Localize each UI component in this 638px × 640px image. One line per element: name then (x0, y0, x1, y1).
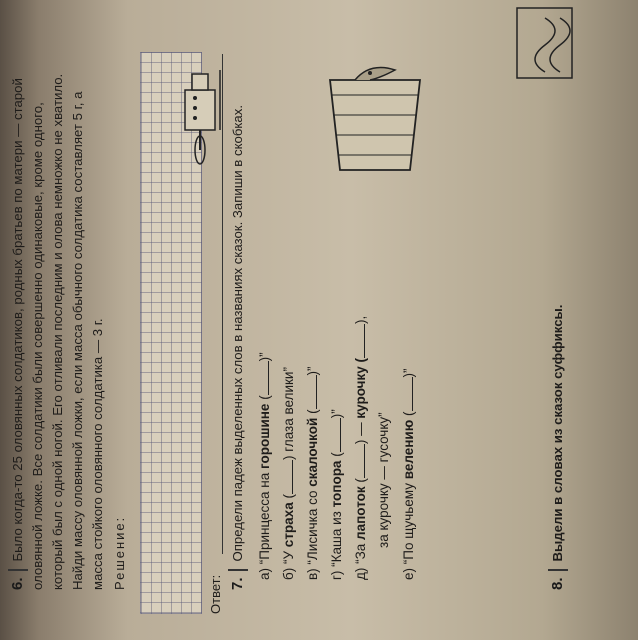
exercise-7-number: 7. (228, 569, 248, 590)
exercise-6-text: Было когда-то 25 оловянных солдатиков, родных братьев по матери — старой оловянной ложке. Все солдатики были совершенно одинаковые, кроме одного, который был с одной ногой. Его отливали последним и олова немножко не хватило. Найди массу оловянной ложки, если масса обычного солдатика составляет 5 г, а масса стойкого оловянного солдатика — 3 г. (10, 73, 105, 590)
option-e: е) “По щучьему велению ()” (401, 368, 416, 580)
case-blank-d1[interactable] (352, 444, 365, 478)
case-blank-a[interactable] (256, 361, 269, 395)
exercise-8-task: Выдели в словах из сказок суффиксы. (550, 304, 565, 562)
solution-label: Решение: (112, 515, 127, 590)
bucket-with-pike-icon (300, 50, 440, 190)
option-d: д) “За лапоток () — курочку (), (353, 315, 368, 580)
exercise-7-task: Определи падеж выделенных слов в названиях сказок. Запиши в скобках. (230, 104, 245, 562)
exercise-8-number: 8. (548, 569, 568, 590)
option-v: в) “Лисичка со скалочкой ()” (305, 366, 320, 580)
exercise-6-number: 6. (8, 569, 28, 590)
case-blank-v[interactable] (304, 375, 317, 409)
exercise-8 (548, 30, 568, 590)
option-d-continued: за курочку — гусочку” (376, 412, 391, 548)
answer-label: Ответ: (208, 574, 223, 614)
exercise-7 (228, 30, 248, 590)
exercise-6 (8, 70, 127, 590)
option-b: б) “У страха () глаза велики” (281, 367, 296, 580)
case-blank-d2[interactable] (352, 324, 365, 358)
case-blank-g[interactable] (328, 418, 341, 452)
option-g: г) “Каша из топора ()” (329, 409, 344, 580)
case-blank-b[interactable] (280, 460, 293, 494)
case-blank-e[interactable] (400, 377, 413, 411)
option-a: а) “Принцесса на горошине ()” (257, 352, 272, 580)
soldier-illustration-icon (130, 60, 230, 170)
ornament-icon (515, 5, 575, 80)
